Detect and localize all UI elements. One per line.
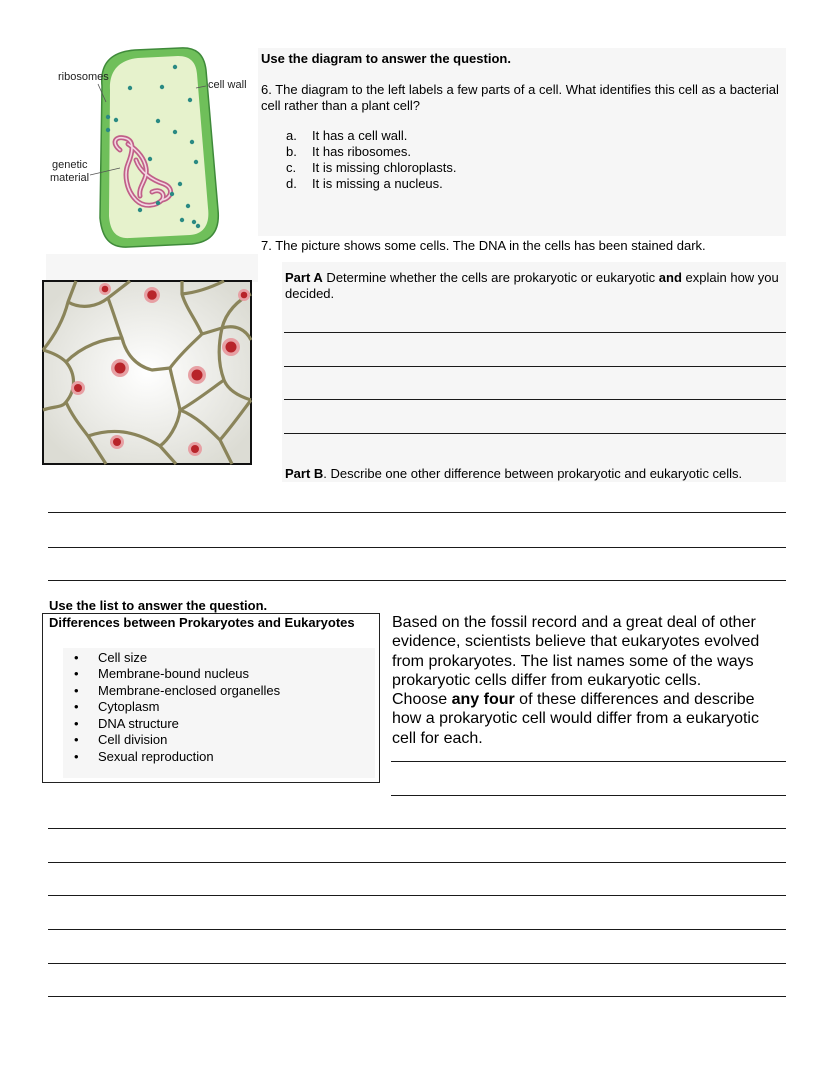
list-item (74, 666, 249, 682)
q6-option-a-text: It has a cell wall. (312, 128, 408, 143)
answer-line[interactable] (48, 547, 786, 548)
list-item-text: Cell division (98, 732, 168, 747)
q6-option-c-letter: c. (286, 160, 297, 175)
bullet-icon: • (74, 732, 79, 747)
q8-prompt (392, 613, 777, 748)
q6-option-b (286, 144, 411, 160)
q6-option-b-letter: b. (286, 144, 297, 159)
answer-line[interactable] (48, 895, 786, 896)
answer-line[interactable] (284, 332, 786, 333)
bullet-icon: • (74, 666, 79, 681)
q7-part-b (285, 466, 783, 482)
answer-line[interactable] (391, 795, 786, 796)
list-item (74, 716, 179, 732)
answer-line[interactable] (48, 929, 786, 930)
list-item-text: Cytoplasm (98, 699, 160, 714)
q7-part-a-text-2: explain how you decided. (285, 270, 779, 301)
q7-part-a-label: Part A (285, 270, 323, 285)
q7-part-b-text: . Describe one other difference between prokaryotic and eukaryotic cells. (323, 466, 743, 481)
q6-option-c (286, 160, 457, 176)
answer-line[interactable] (48, 580, 786, 581)
q8-prompt-paragraph-1: Based on the fossil record and a great deal of other evidence, scientists believe that eukaryotes evolved from prokaryotes. The list names some of the ways prokaryotic cells differ from eukaryotic cells. (392, 614, 760, 689)
list-item-text: Cell size (98, 650, 148, 665)
bullet-icon: • (74, 650, 79, 665)
answer-line[interactable] (284, 366, 786, 367)
list-item (74, 749, 214, 765)
q8-instruction: Use the list to answer the question. (49, 598, 268, 613)
cytoplasm-shape (109, 56, 208, 238)
bullet-icon: • (74, 749, 79, 764)
answer-line[interactable] (48, 996, 786, 997)
q6-option-c-text: It is missing chloroplasts. (312, 160, 457, 175)
answer-line[interactable] (284, 399, 786, 400)
list-item (74, 699, 159, 715)
answer-line[interactable] (284, 433, 786, 434)
label-material: material (50, 172, 90, 184)
list-item-text: DNA structure (98, 716, 179, 731)
list-item (74, 683, 280, 699)
stained-cells-image (42, 280, 252, 465)
q6-option-b-text: It has ribosomes. (312, 144, 411, 159)
q6-option-a (286, 128, 407, 144)
label-ribosomes: ribosomes (58, 71, 109, 83)
label-genetic: genetic (52, 159, 88, 171)
bullet-icon: • (74, 699, 79, 714)
q8-prompt-bold: any four (451, 691, 515, 709)
list-item (74, 650, 147, 666)
q8-prompt-2b: of these differences and describe how a prokaryotic cell would differ from a eukaryotic cell for each. (392, 691, 759, 747)
q7-image-shade (46, 254, 258, 282)
q8-prompt-2a: Choose (392, 691, 452, 709)
q7-part-a (285, 270, 783, 302)
q6-option-a-letter: a. (286, 128, 297, 143)
q8-prompt-paragraph-2 (392, 690, 777, 748)
answer-line[interactable] (48, 862, 786, 863)
list-title: Differences between Prokaryotes and Eukaryotes (49, 615, 355, 630)
answer-line[interactable] (48, 512, 786, 513)
answer-line[interactable] (48, 963, 786, 964)
q6-option-d (286, 176, 443, 192)
q6-option-d-text: It is missing a nucleus. (312, 176, 443, 191)
q7-part-a-text-1: Determine whether the cells are prokaryotic or eukaryotic (322, 270, 659, 285)
list-item-text: Membrane-bound nucleus (98, 666, 250, 681)
bullet-icon: • (74, 683, 79, 698)
list-item-text: Membrane-enclosed organelles (98, 683, 281, 698)
q6-instruction: Use the diagram to answer the question. (261, 51, 511, 66)
list-item-text: Sexual reproduction (98, 749, 214, 764)
label-cell-wall: cell wall (208, 79, 247, 91)
q6-option-d-letter: d. (286, 176, 297, 191)
q7-part-b-label: Part B (285, 466, 324, 481)
list-item (74, 732, 167, 748)
answer-line[interactable] (391, 761, 786, 762)
q7-part-a-bold: and (658, 270, 682, 285)
bullet-icon: • (74, 716, 79, 731)
answer-line[interactable] (48, 828, 786, 829)
bacterial-cell-diagram (40, 40, 260, 252)
q7-question: 7. The picture shows some cells. The DNA in the cells has been stained dark. (261, 238, 706, 253)
q6-question: 6. The diagram to the left labels a few parts of a cell. What identifies this cell as a bacterial cell rather than a plant cell? (261, 82, 779, 113)
